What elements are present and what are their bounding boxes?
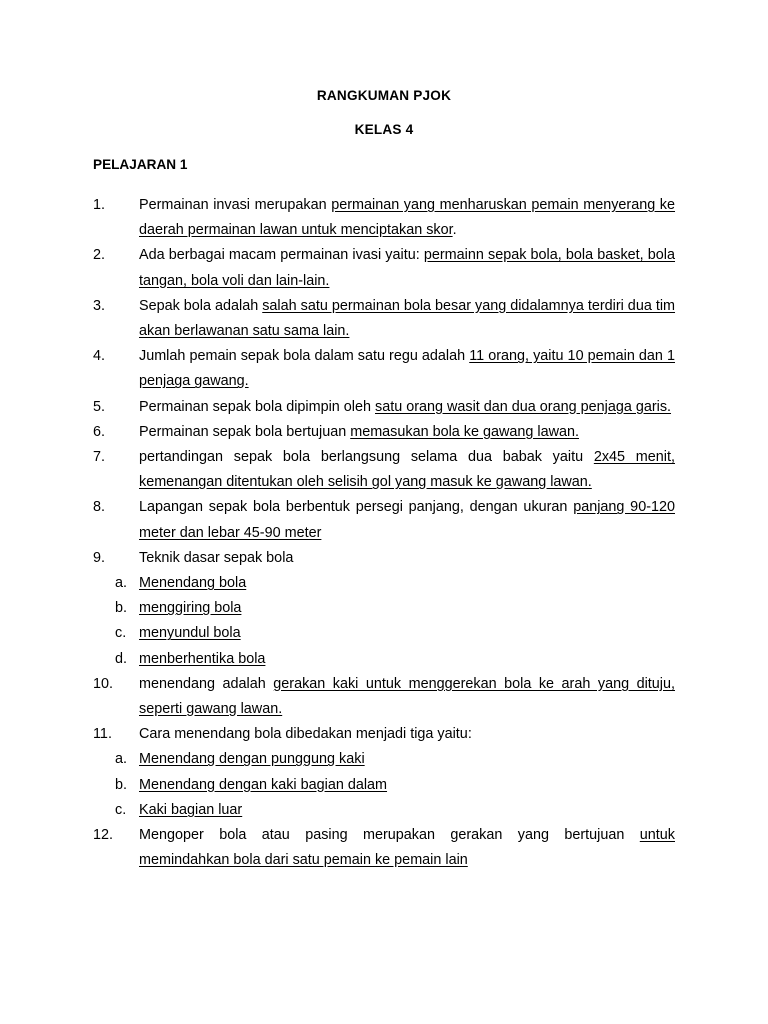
item-number: 3. [93, 297, 106, 314]
item-text: Ada berbagai macam permainan ivasi yaitu: [139, 247, 424, 264]
document-title: RANGKUMAN PJOK [316, 88, 452, 103]
item-number: 1. [93, 197, 106, 213]
item-underlined-text: 2x45 menit, kemenangan ditentukan oleh selisih gol yang masuk ke gawang lawan. [139, 449, 675, 491]
list-item [93, 395, 675, 420]
sub-list-item [93, 596, 675, 621]
item-number: 7. [93, 449, 106, 466]
sub-item-letter: c. [115, 625, 127, 642]
item-text: Mengoper bola atau pasing merupakan gerakan yang bertujuan [139, 827, 640, 844]
list-item [93, 445, 675, 495]
item-number: 8. [93, 499, 106, 516]
sub-item-letter: c. [115, 801, 127, 818]
item-text: Jumlah pemain sepak bola dalam satu regu adalah [139, 348, 470, 365]
item-underlined-text: permainan yang menharuskan pemain menyerang ke daerah permainan lawan untuk menciptakan skor [139, 197, 676, 239]
list-item [93, 420, 675, 445]
sub-item-text: Kaki bagian luar [139, 801, 243, 818]
item-number: 12. [93, 827, 114, 844]
item-text: pertandingan sepak bola berlangsung selama dua babak yaitu [139, 449, 594, 466]
list-item [93, 823, 675, 873]
item-number: 9. [93, 549, 106, 566]
item-underlined-text: untuk memindahkan bola dari satu pemain ke pemain lain [139, 827, 675, 869]
sub-list [93, 571, 675, 672]
section-heading: PELAJARAN 1 [93, 157, 188, 172]
sub-list-item [93, 773, 675, 798]
item-number: 11. [93, 726, 112, 743]
sub-item-letter: d. [115, 650, 128, 667]
item-number: 2. [93, 247, 106, 264]
summary-list [93, 193, 675, 873]
sub-item-letter: a. [115, 575, 128, 592]
sub-item-letter: a. [115, 751, 128, 768]
sub-list-item [93, 747, 675, 772]
item-underlined-text: gerakan kaki untuk menggerekan bola ke arah yang dituju, seperti gawang lawan. [139, 675, 675, 718]
list-item [93, 344, 675, 394]
item-number: 4. [93, 348, 106, 365]
list-item [93, 193, 675, 243]
sub-list-item [93, 647, 675, 672]
class-heading: KELAS 4 [354, 122, 414, 137]
item-underlined-text: permainn sepak bola, bola basket, bola tangan, bola voli dan lain-lain. [139, 247, 676, 289]
item-text: Teknik dasar sepak bola [139, 549, 294, 566]
sub-item-letter: b. [115, 600, 128, 617]
item-underlined-text: 11 orang, yaitu 10 pemain dan 1 penjaga gawang. [139, 348, 675, 390]
item-text-after: . [452, 222, 457, 239]
sub-list-container [93, 571, 675, 672]
sub-item-text: Menendang dengan kaki bagian dalam [139, 776, 388, 793]
item-text: Sepak bola adalah [139, 297, 263, 314]
sub-item-text: menggiring bola [139, 600, 242, 617]
item-text: menendang adalah [139, 675, 274, 692]
list-item [93, 672, 675, 722]
item-underlined-text: memasukan bola ke gawang lawan. [350, 423, 579, 440]
item-underlined-text: salah satu permainan bola besar yang didalamnya terdiri dua tim akan berlawanan satu sama lain. [139, 297, 676, 340]
sub-item-text: Menendang bola [139, 575, 247, 592]
sub-list-item [93, 571, 675, 596]
item-underlined-text: satu orang wasit dan dua orang penjaga garis. [375, 398, 672, 415]
item-text: Lapangan sepak bola berbentuk persegi panjang, dengan ukuran [139, 499, 574, 516]
item-text: Permainan sepak bola bertujuan [139, 423, 351, 440]
sub-item-text: menberhentika bola [139, 650, 266, 667]
sub-item-text: menyundul bola [139, 625, 241, 642]
sub-list-item [93, 798, 675, 823]
list-item [93, 722, 675, 747]
sub-list [93, 747, 675, 823]
item-underlined-text: panjang 90-120 meter dan lebar 45-90 meter [139, 499, 675, 541]
item-text: Cara menendang bola dibedakan menjadi tiga yaitu: [139, 726, 472, 743]
sub-item-letter: b. [115, 776, 128, 793]
item-text: Permainan invasi merupakan [139, 197, 332, 213]
list-item [93, 546, 675, 571]
item-number: 10. [93, 675, 114, 692]
item-number: 6. [93, 423, 106, 440]
sub-list-item [93, 621, 675, 646]
list-item [93, 243, 675, 293]
sub-list-container [93, 747, 675, 823]
list-item [93, 294, 675, 344]
item-text: Permainan sepak bola dipimpin oleh [139, 398, 375, 415]
item-number: 5. [93, 398, 106, 415]
list-item [93, 495, 675, 545]
sub-item-text: Menendang dengan punggung kaki [139, 751, 365, 768]
